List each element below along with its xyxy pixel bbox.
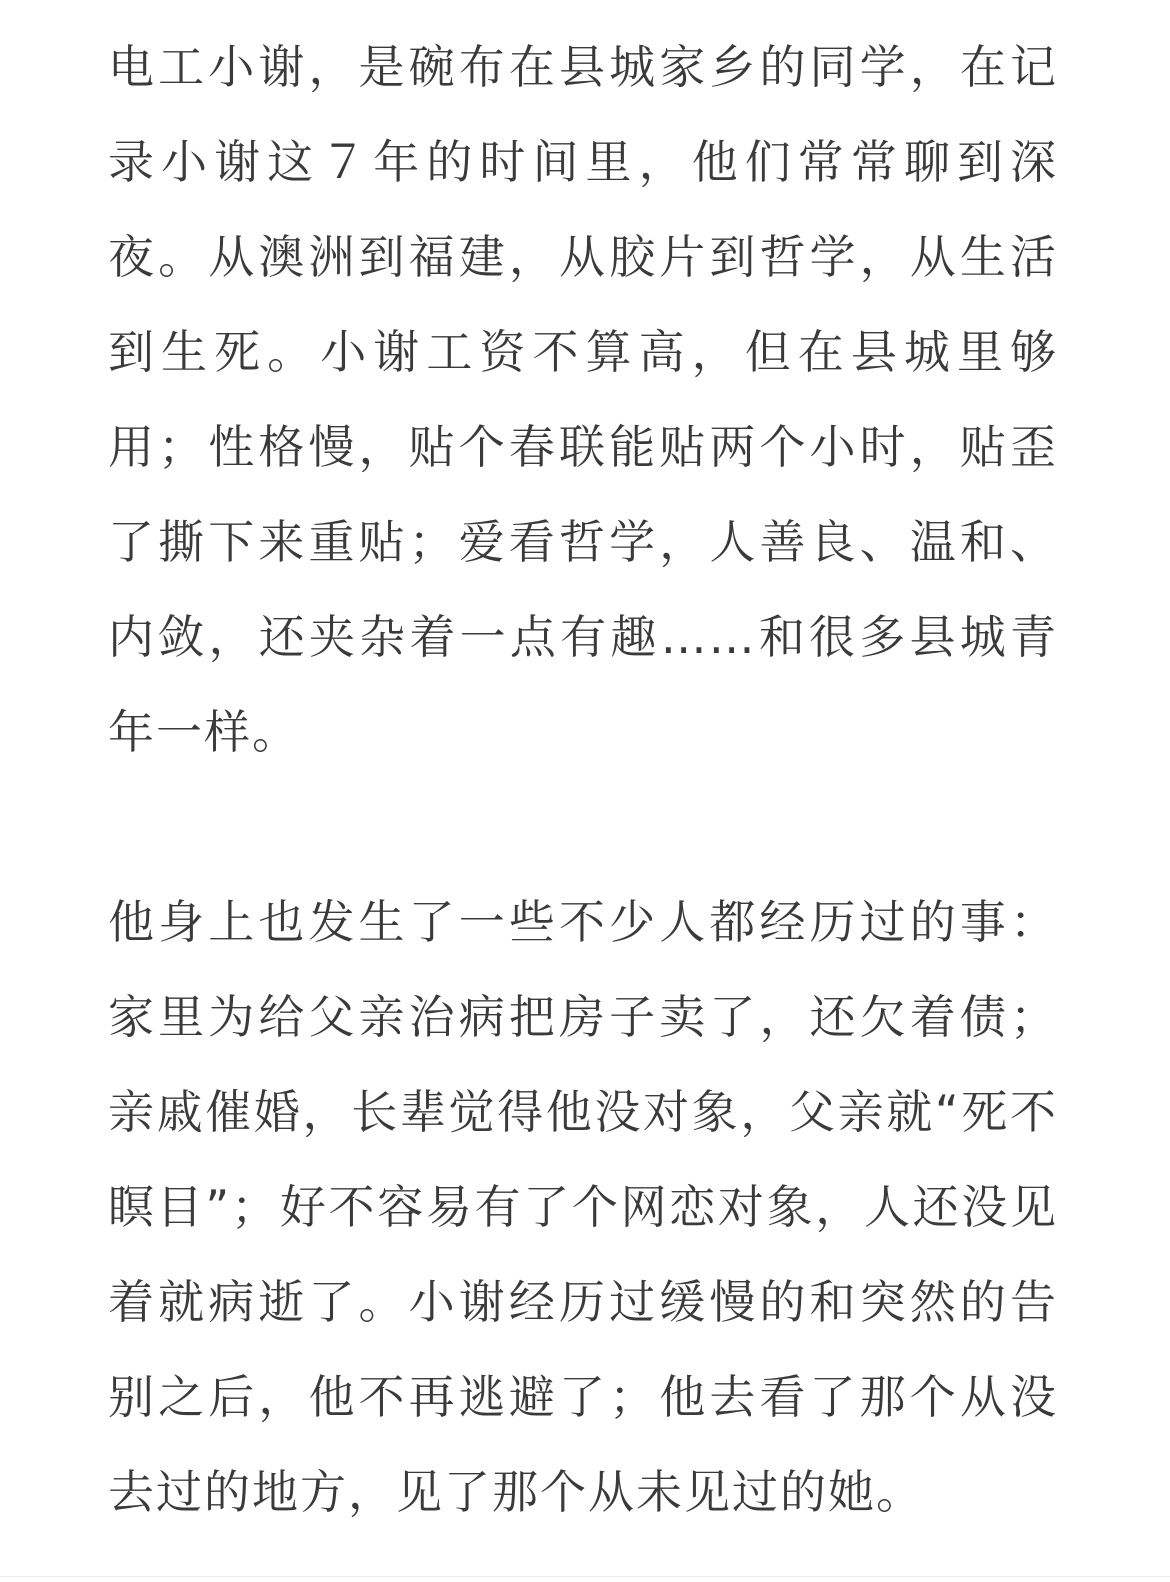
article-paragraph: 他身上也发生了一些不少人都经历过的事：家里为给父亲治病把房子卖了，还欠着债；亲戚催婚，长辈觉得他没对象，父亲就“死不瞑目”；好不容易有了个网恋对象，人还没见着就病逝了。小谢经历过缓慢的和突然的告别之后，他不再逃避了；他去看了那个从没去过的地方，见了那个从未见过的她。 (108, 895, 1058, 1519)
article-paragraph: 电工小谢，是碗布在县城家乡的同学，在记录小谢这７年的时间里，他们常常聊到深夜。从澳洲到福建，从胶片到哲学，从生活到生死。小谢工资不算高，但在县城里够用；性格慢，贴个春联能贴两个小时，贴歪了撕下来重贴；爱看哲学，人善良、温和、内敛，还夹杂着一点有趣……和很多县城青年一样。 (108, 40, 1058, 759)
article-body (108, 20, 1058, 1540)
bottom-divider (0, 1576, 1170, 1577)
